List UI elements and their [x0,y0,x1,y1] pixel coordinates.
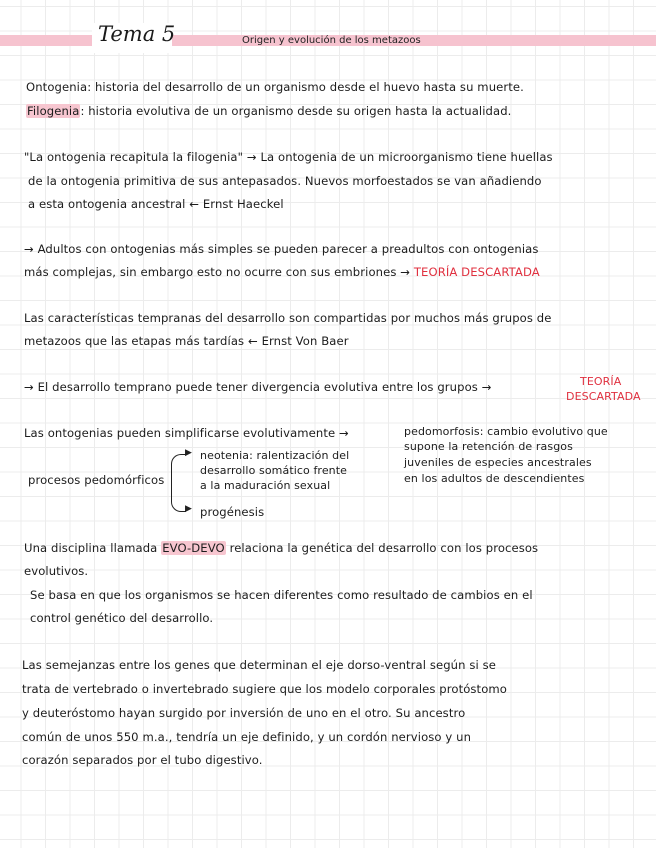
bracket-arrow-bottom-icon: ▶ [185,504,192,514]
semejanzas-line-3: y deuteróstomo hayan surgido por inversión de uno en el otro. Su ancestro [22,706,466,720]
pedomorfosis-lead: Las ontogenias pueden simplificarse evolutivamente → [24,426,349,440]
vonbaer-line-2: metazoos que las etapas más tardías ← Ernst Von Baer [24,334,349,348]
semejanzas-line-2: trata de vertebrado o invertebrado sugiere que los modelo corporales protóstomo [22,682,507,696]
evodevo-line-1-post: relaciona la genética del desarrollo con los procesos [229,541,539,555]
filogenia-term: Filogenia [27,104,80,118]
evodevo-line-1 [24,541,538,555]
filogenia-text: : historia evolutiva de un organismo desde su origen hasta la actualidad. [80,104,512,118]
pedomorfosis-def-2: supone la retención de rasgos [404,440,573,453]
evodevo-line-1-pre: Una disciplina llamada [24,541,158,555]
haeckel-line-3: a esta ontogenia ancestral ← Ernst Haeckel [28,197,284,211]
evodevo-line-4: control genético del desarrollo. [30,611,214,625]
evodevo-line-2: evolutivos. [24,564,89,578]
ontogenia-text: : historia del desarrollo de un organismo desde el huevo hasta su muerte. [87,80,524,94]
pedomorfosis-def-1: pedomorfosis: cambio evolutivo que [404,425,608,438]
adultos-line-2 [24,265,540,279]
filogenia-definition [26,104,511,118]
haeckel-line-1-rest: → La ontogenia de un microorganismo tiene huellas [246,150,553,164]
teoria-descartada-label-2b: DESCARTADA [566,390,641,403]
adultos-line-1: → Adultos con ontogenias más simples se pueden parecer a preadultos con ontogenias [24,242,539,256]
ontogenia-term: Ontogenia [26,80,88,94]
neotenia-line-2: desarrollo somático frente [200,464,348,477]
semejanzas-line-5: corazón separados por el tubo digestivo. [22,753,263,767]
semejanzas-line-4: común de unos 550 m.a., tendría un eje definido, y un cordón nervioso y un [22,730,472,744]
page-title: Tema 5 [98,22,176,46]
procesos-pedomorficos-label: procesos pedomórficos [28,473,165,487]
adultos-line-2-text: más complejas, sin embargo esto no ocurre con sus embriones → [24,265,411,279]
teoria-descartada-label-1: TEORÍA DESCARTADA [413,265,540,279]
haeckel-line-2: de la ontogenia primitiva de sus antepasados. Nuevos morfoestados se van añadiendo [28,174,542,188]
bracket-arrow-top-icon: ▶ [185,448,192,458]
neotenia-line-3: a la maduración sexual [200,479,331,492]
page-subtitle: Origen y evolución de los metazoos [242,35,421,46]
haeckel-quote: "La ontogenia recapitula la filogenia" [24,150,244,164]
neotenia-line-1: neotenia: ralentización del [200,449,350,462]
ontogenia-definition [26,80,524,94]
teoria-descartada-label-2a: TEORÍA [580,375,622,388]
divergencia-line-1: → El desarrollo temprano puede tener divergencia evolutiva entre los grupos → [24,380,492,394]
progenesis-label: progénesis [200,505,265,519]
semejanzas-line-1: Las semejanzas entre los genes que determinan el eje dorso-ventral según si se [22,658,496,672]
vonbaer-line-1: Las características tempranas del desarrollo son compartidas por muchos más grupos de [24,311,552,325]
haeckel-line-1 [24,150,553,164]
evodevo-term: EVO-DEVO [162,541,225,555]
pedomorfosis-def-3: juveniles de especies ancestrales [404,456,592,469]
procesos-bracket [171,454,186,512]
evodevo-line-3: Se basa en que los organismos se hacen diferentes como resultado de cambios en el [30,588,533,602]
pedomorfosis-def-4: en los adultos de descendientes [404,472,585,485]
